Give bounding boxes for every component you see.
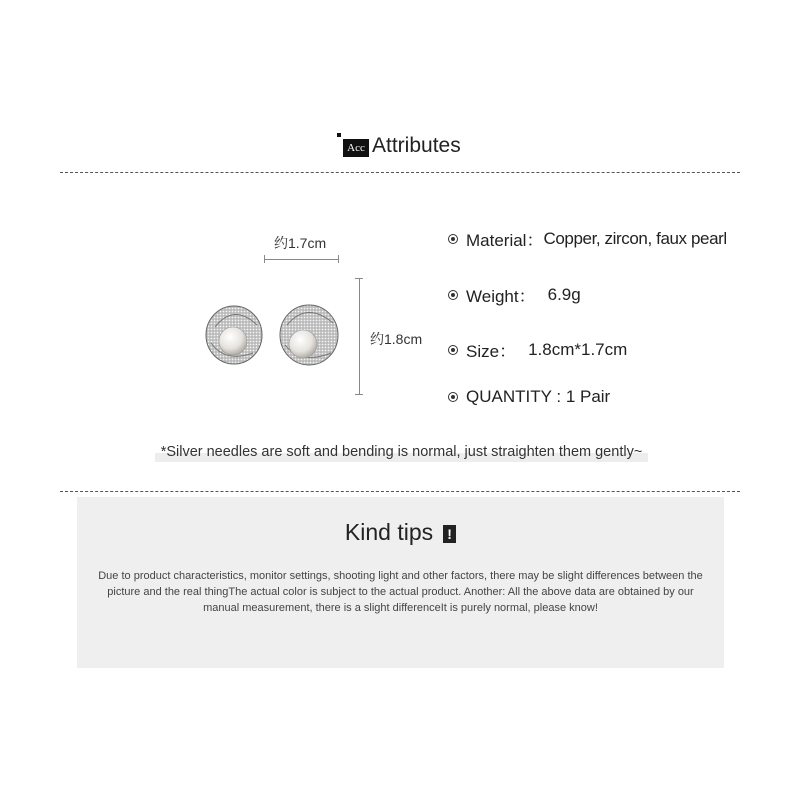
attr-material-label: Material： (466, 231, 544, 250)
kind-tips-title: Kind tips (344, 519, 434, 545)
earrings-image (195, 295, 355, 375)
height-measure-label: 约1.8cm (370, 331, 423, 347)
attr-quantity-label: QUANTITY : (466, 387, 566, 406)
height-measure-cap-bottom (355, 394, 363, 395)
attr-size (448, 337, 627, 362)
kind-tips-heading (77, 519, 724, 546)
attr-size-label: Size： (466, 342, 517, 361)
width-measure-cap-left (264, 255, 265, 263)
care-note: *Silver needles are soft and bending is normal, just straighten them gently~ (155, 442, 648, 462)
target-bullet-icon (448, 290, 458, 300)
attr-material-value: Copper, zircon, faux pearl (543, 228, 727, 248)
height-measure-line (359, 278, 360, 394)
kind-tips-body: Due to product characteristics, monitor settings, shooting light and other factors, there may be slight differences between the picture and the real thingThe actual color is subject to the actual product. Another: All the above data are obtained by our manual measurement, there is a slight differenceIt is purely normal, please know! (98, 570, 703, 614)
left-earring (206, 306, 262, 364)
attr-size-value: 1.8cm*1.7cm (528, 339, 628, 359)
target-bullet-icon (448, 234, 458, 244)
section-title: Attributes (372, 134, 461, 157)
kind-tips-panel (77, 497, 724, 668)
right-earring (280, 305, 338, 365)
width-measure-cap-right (338, 255, 339, 263)
target-bullet-icon (448, 392, 458, 402)
width-measure-label: 约1.7cm (274, 235, 327, 251)
attr-weight (448, 282, 581, 307)
divider-bottom (60, 491, 740, 492)
divider-top (60, 172, 740, 173)
height-measure-cap-top (355, 278, 363, 279)
attr-material (448, 226, 727, 251)
width-measure-line (264, 259, 339, 260)
badge-dot (337, 133, 341, 137)
exclamation-icon: ! (443, 525, 456, 543)
target-bullet-icon (448, 345, 458, 355)
attr-weight-label: Weight： (466, 287, 536, 306)
attr-quantity-value: 1 Pair (565, 387, 611, 406)
attr-weight-value: 6.9g (547, 284, 581, 304)
badge-label: Acc (343, 139, 369, 157)
attr-quantity (448, 387, 610, 407)
